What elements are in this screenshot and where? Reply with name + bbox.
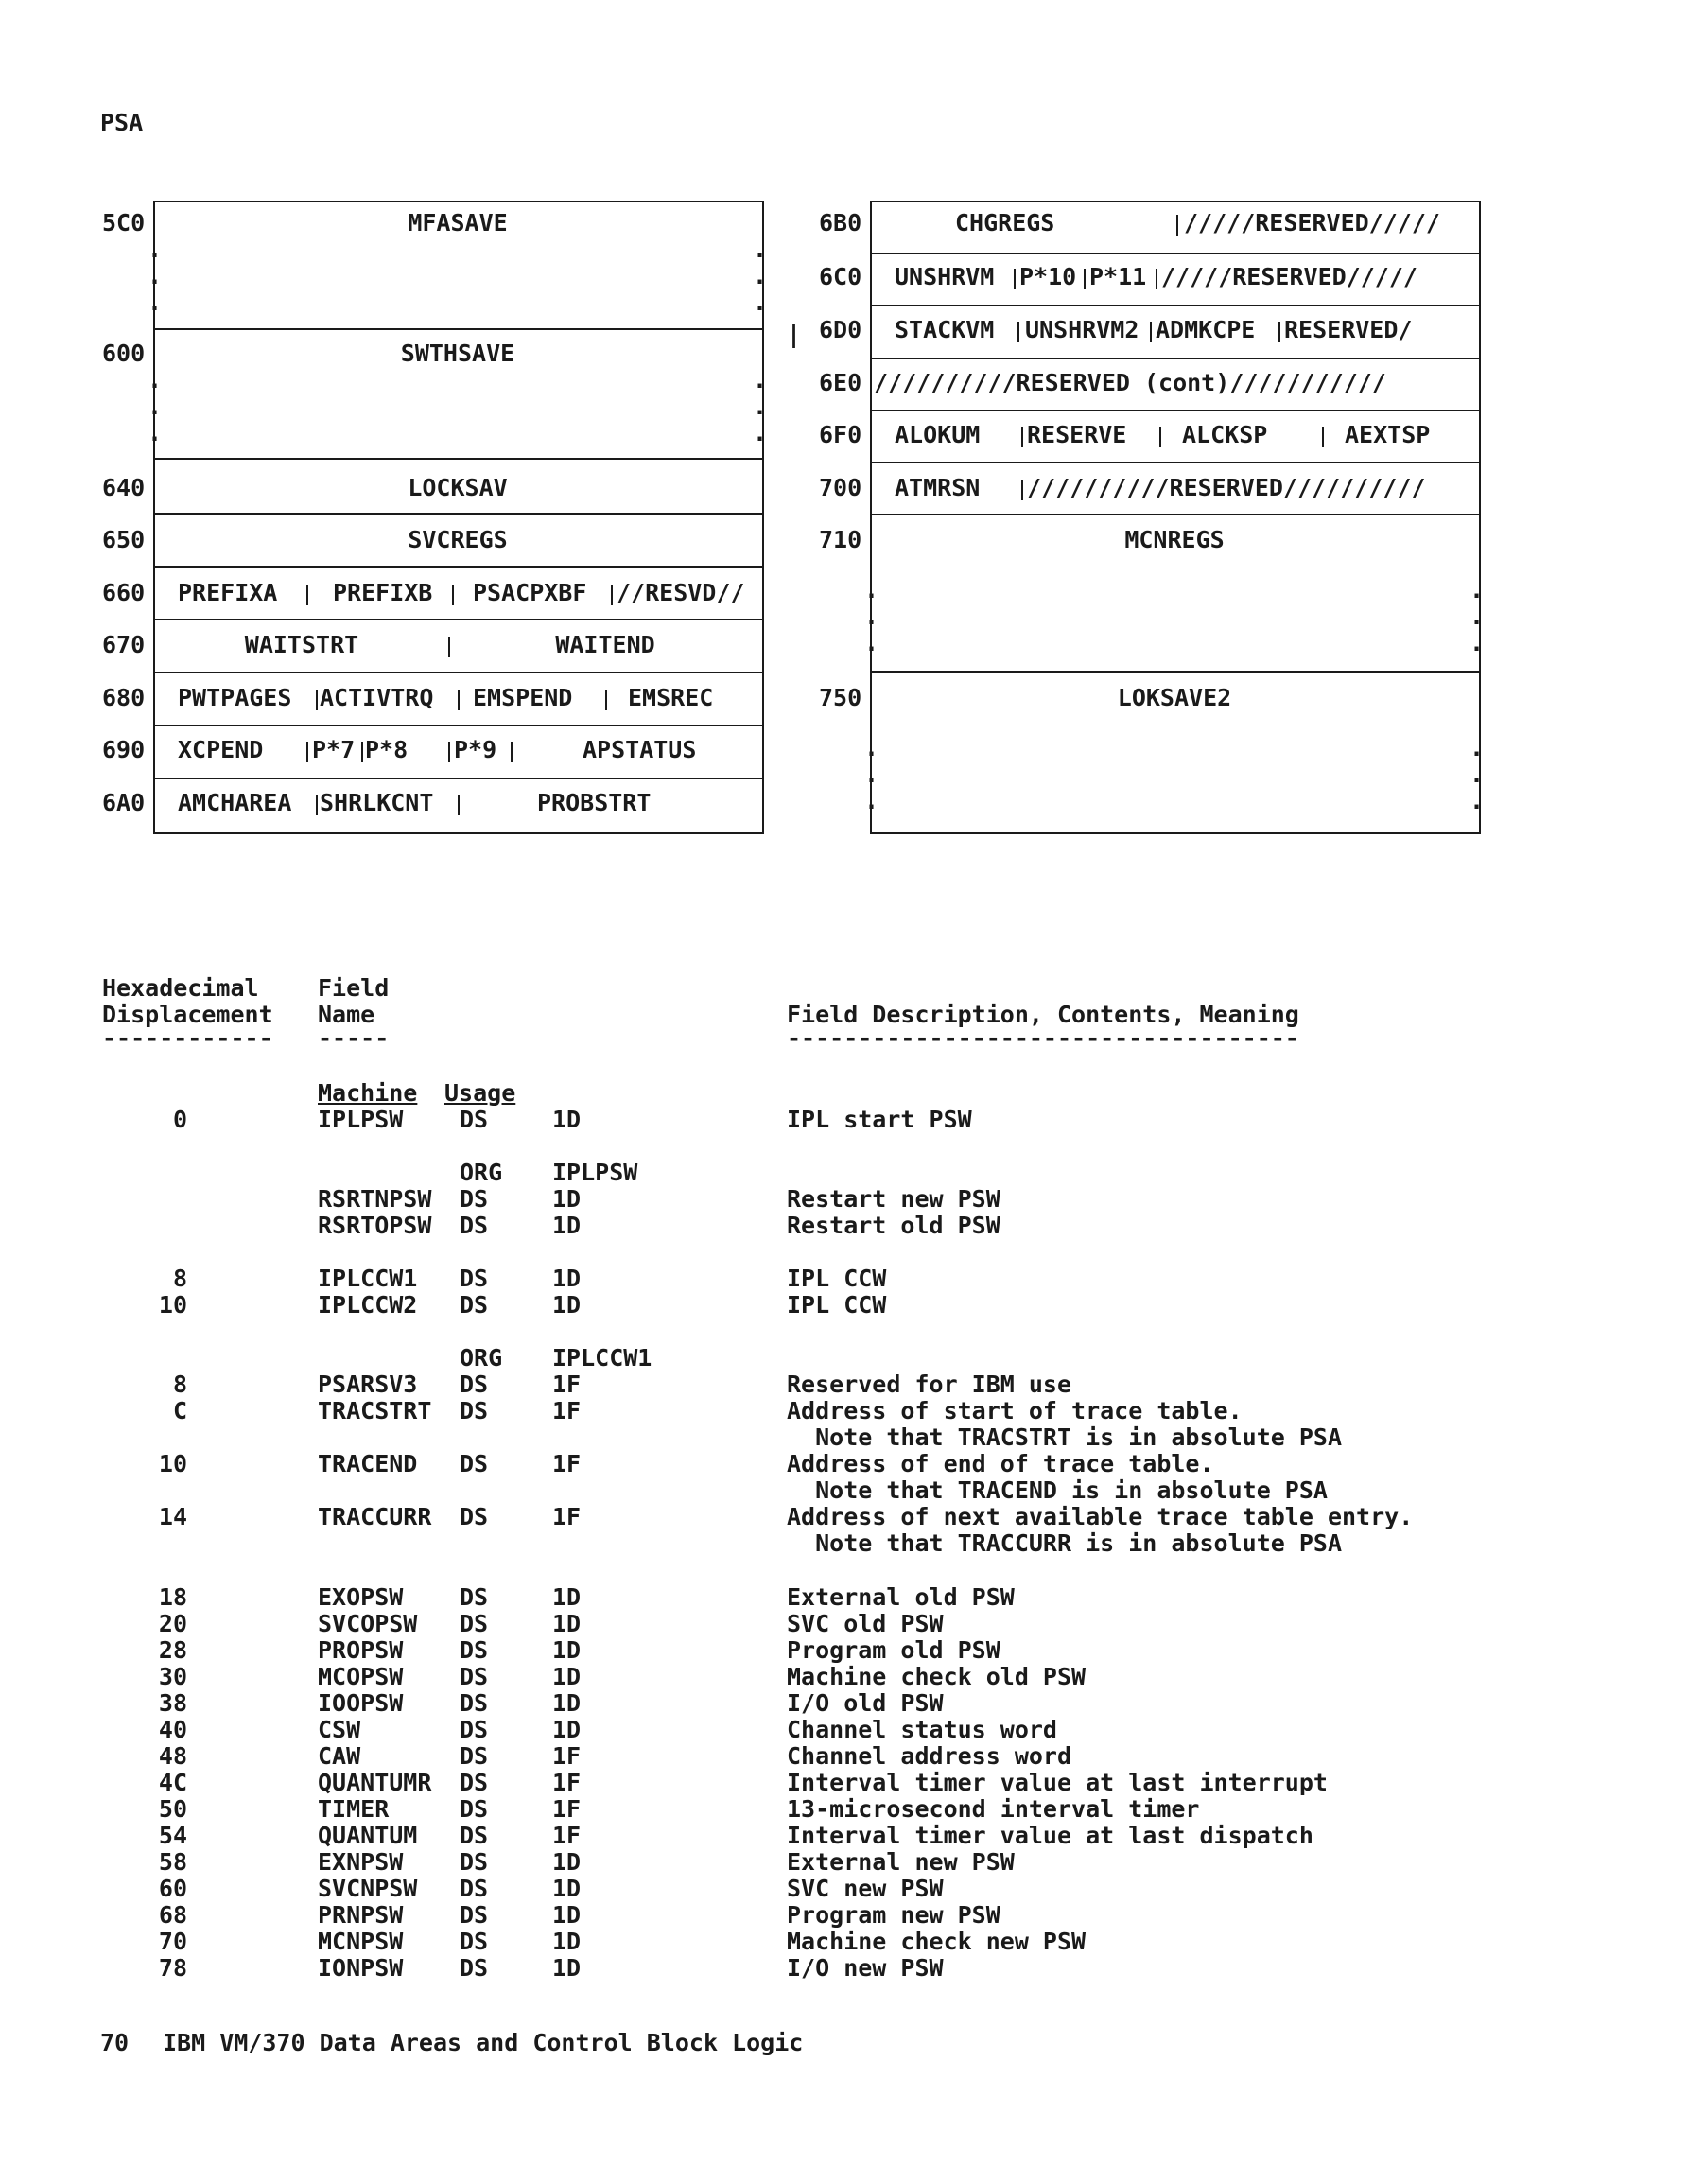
type-cell: DS (460, 1265, 489, 1292)
offset-label: 710 (819, 526, 862, 553)
field-divider (1176, 215, 1178, 236)
description-cell: Program new PSW (787, 1901, 1000, 1929)
field-divider (511, 742, 513, 762)
field-divider (458, 795, 460, 815)
continuation-dots: . . . (1470, 576, 1485, 656)
displacement-cell: 78 (158, 1954, 187, 1982)
displacement-cell: 48 (158, 1742, 187, 1770)
length-cell: 1D (552, 1636, 582, 1664)
field-unshrvm: UNSHRVM (895, 263, 995, 290)
header-description: Field Description, Contents, Meaning (787, 1001, 1299, 1028)
field-prefixb: PREFIXB (333, 579, 433, 606)
field-mfasave: MFASAVE (408, 209, 508, 236)
continuation-dots: . . . (753, 366, 768, 446)
displacement-cell: 8 (172, 1371, 187, 1398)
field-waitstrt: WAITSTRT (244, 631, 359, 658)
field-divider (306, 742, 308, 762)
length-cell: 1F (552, 1503, 582, 1530)
length-cell: 1D (552, 1291, 582, 1319)
field-name-cell: PROPSW (318, 1636, 404, 1664)
description-cell: Note that TRACEND is in absolute PSA (787, 1476, 1328, 1504)
field-divider (448, 742, 450, 762)
continuation-dots: . . . (1470, 734, 1485, 814)
length-cell: 1D (552, 1716, 582, 1743)
length-cell: 1D (552, 1212, 582, 1239)
field-reserved: RESERVED/ (1284, 316, 1413, 343)
field-name-cell: SVCOPSW (318, 1610, 418, 1637)
description-cell: SVC new PSW (787, 1875, 944, 1902)
field-name-cell: EXOPSW (318, 1583, 404, 1611)
type-cell: DS (460, 1663, 489, 1690)
field-name-cell: TRACSTRT (318, 1397, 432, 1424)
row-separator (870, 462, 1479, 463)
field-name-cell: TRACEND (318, 1450, 418, 1477)
field-name-cell: IOOPSW (318, 1689, 404, 1717)
continuation-dots: . . . (148, 236, 163, 316)
type-cell: DS (460, 1716, 489, 1743)
field-divider (1159, 427, 1161, 447)
field-p8: P*8 (365, 736, 409, 763)
field-divider (458, 690, 460, 710)
field-divider (306, 585, 308, 605)
offset-label: 6F0 (819, 421, 862, 448)
offset-label: 670 (102, 631, 146, 658)
length-cell: 1D (552, 1185, 582, 1213)
type-cell: DS (460, 1742, 489, 1770)
type-cell: DS (460, 1397, 489, 1424)
field-alcksp: ALCKSP (1182, 421, 1268, 448)
description-cell: Restart old PSW (787, 1212, 1000, 1239)
field-p10: P*10 (1019, 263, 1077, 290)
description-cell: Interval timer value at last interrupt (787, 1769, 1328, 1796)
description-cell: Restart new PSW (787, 1185, 1000, 1213)
length-cell: 1D (552, 1689, 582, 1717)
type-cell: DS (460, 1371, 489, 1398)
field-name-cell: MCNPSW (318, 1928, 404, 1955)
displacement-cell: 0 (172, 1106, 187, 1133)
displacement-cell: 4C (158, 1769, 187, 1796)
field-divider (1156, 269, 1157, 289)
offset-label: 6A0 (102, 789, 146, 816)
displacement-cell: 40 (158, 1716, 187, 1743)
length-cell: 1D (552, 1106, 582, 1133)
type-cell: DS (460, 1106, 489, 1133)
description-cell: Interval timer value at last dispatch (787, 1822, 1313, 1849)
field-name-cell: IONPSW (318, 1954, 404, 1982)
offset-label: 6B0 (819, 209, 862, 236)
row-separator (870, 514, 1479, 515)
row-separator (153, 328, 762, 330)
length-cell: 1D (552, 1610, 582, 1637)
offset-label: 6D0 (819, 316, 862, 343)
field-p9: P*9 (454, 736, 497, 763)
field-name-cell: EXNPSW (318, 1848, 404, 1876)
type-cell: DS (460, 1848, 489, 1876)
field-divider (1084, 269, 1086, 289)
field-name-cell: PRNPSW (318, 1901, 404, 1929)
field-divider (605, 690, 607, 710)
offset-label: 690 (102, 736, 146, 763)
field-divider (1021, 480, 1023, 500)
length-cell: 1D (552, 1901, 582, 1929)
description-cell: External new PSW (787, 1848, 1015, 1876)
displacement-cell: 8 (172, 1265, 187, 1292)
row-separator (870, 671, 1479, 673)
field-aextsp: AEXTSP (1345, 421, 1431, 448)
description-cell: Address of end of trace table. (787, 1450, 1214, 1477)
field-mcnregs: MCNREGS (1124, 526, 1225, 553)
field-name-cell: IPLCCW2 (318, 1291, 418, 1319)
field-atmrsn: ATMRSN (895, 474, 981, 501)
type-cell: DS (460, 1610, 489, 1637)
description-cell: IPL CCW (787, 1265, 887, 1292)
field-name-cell: RSRTNPSW (318, 1185, 432, 1213)
type-cell: ORG (460, 1344, 503, 1372)
description-cell: SVC old PSW (787, 1610, 944, 1637)
offset-label: 650 (102, 526, 146, 553)
row-separator (153, 672, 762, 673)
field-divider (452, 585, 454, 605)
offset-label: 660 (102, 579, 146, 606)
length-cell: 1F (552, 1822, 582, 1849)
continuation-dots: . . . (864, 576, 879, 656)
field-reserved: /////RESERVED///// (1161, 263, 1417, 290)
offset-label: 700 (819, 474, 862, 501)
book-title: IBM VM/370 Data Areas and Control Block Logic (163, 2029, 804, 2056)
field-name-cell: CAW (318, 1742, 361, 1770)
row-separator (153, 458, 762, 460)
type-cell: DS (460, 1901, 489, 1929)
field-divider (1150, 322, 1152, 342)
length-cell: 1D (552, 1928, 582, 1955)
displacement-cell: 68 (158, 1901, 187, 1929)
length-cell: IPLPSW (552, 1159, 638, 1186)
row-separator (153, 513, 762, 515)
field-p11: P*11 (1089, 263, 1147, 290)
field-swthsave: SWTHSAVE (400, 340, 515, 367)
header-rule: ------------------------------------ (787, 1024, 1299, 1052)
header-rule: ------------ (102, 1024, 273, 1052)
displacement-cell: 10 (158, 1450, 187, 1477)
field-unshrvm2: UNSHRVM2 (1025, 316, 1139, 343)
description-cell: Address of start of trace table. (787, 1397, 1243, 1424)
field-name-cell: MCOPSW (318, 1663, 404, 1690)
type-cell: DS (460, 1875, 489, 1902)
displacement-cell: 54 (158, 1822, 187, 1849)
type-cell: DS (460, 1822, 489, 1849)
row-separator (870, 305, 1479, 306)
type-cell: DS (460, 1636, 489, 1664)
header-displacement-1: Hexadecimal (102, 974, 259, 1002)
row-separator (870, 253, 1479, 254)
displacement-cell: 20 (158, 1610, 187, 1637)
field-loksave2: LOKSAVE2 (1117, 684, 1232, 711)
field-name-cell: CSW (318, 1716, 361, 1743)
field-name-cell: IPLPSW (318, 1106, 404, 1133)
length-cell: 1F (552, 1450, 582, 1477)
length-cell: 1F (552, 1742, 582, 1770)
length-cell: 1F (552, 1397, 582, 1424)
continuation-dots: . . . (864, 734, 879, 814)
description-cell: I/O new PSW (787, 1954, 944, 1982)
length-cell: 1D (552, 1875, 582, 1902)
field-name-cell: TRACCURR (318, 1503, 432, 1530)
field-psacpxbf: PSACPXBF (473, 579, 587, 606)
field-chgregs: CHGREGS (955, 209, 1055, 236)
type-cell: DS (460, 1185, 489, 1213)
description-cell: Reserved for IBM use (787, 1371, 1072, 1398)
field-reserve: RESERVE (1027, 421, 1127, 448)
type-cell: DS (460, 1450, 489, 1477)
row-separator (153, 778, 762, 779)
continuation-dots: . . . (753, 236, 768, 316)
field-divider (1021, 427, 1023, 447)
field-locksav: LOCKSAV (408, 474, 508, 501)
field-emspend: EMSPEND (473, 684, 573, 711)
header-field-2: Name (318, 1001, 375, 1028)
displacement-cell: C (172, 1397, 187, 1424)
length-cell: IPLCCW1 (552, 1344, 652, 1372)
field-activtrq: ACTIVTRQ (320, 684, 434, 711)
margin-bar: | (787, 321, 802, 348)
displacement-cell: 14 (158, 1503, 187, 1530)
displacement-cell: 70 (158, 1928, 187, 1955)
field-reserved-cont: //////////RESERVED (cont)/////////// (874, 369, 1386, 396)
description-cell: I/O old PSW (787, 1689, 944, 1717)
length-cell: 1F (552, 1769, 582, 1796)
description-cell: Channel status word (787, 1716, 1057, 1743)
displacement-cell: 10 (158, 1291, 187, 1319)
type-cell: DS (460, 1954, 489, 1982)
field-pwtpages: PWTPAGES (178, 684, 292, 711)
field-alokum: ALOKUM (895, 421, 981, 448)
description-cell: Note that TRACCURR is in absolute PSA (787, 1529, 1342, 1557)
row-separator (870, 358, 1479, 359)
running-title: PSA (100, 109, 144, 136)
field-p7: P*7 (312, 736, 356, 763)
displacement-cell: 60 (158, 1875, 187, 1902)
description-cell: IPL start PSW (787, 1106, 972, 1133)
field-probstrt: PROBSTRT (537, 789, 652, 816)
type-cell: DS (460, 1212, 489, 1239)
offset-label: 680 (102, 684, 146, 711)
description-cell: Channel address word (787, 1742, 1072, 1770)
length-cell: 1D (552, 1265, 582, 1292)
header-displacement-2: Displacement (102, 1001, 273, 1028)
length-cell: 1F (552, 1371, 582, 1398)
description-cell: Machine check new PSW (787, 1928, 1087, 1955)
type-cell: DS (460, 1689, 489, 1717)
header-field-1: Field (318, 974, 390, 1002)
offset-label: 5C0 (102, 209, 146, 236)
continuation-dots: . . . (148, 366, 163, 446)
displacement-cell: 58 (158, 1848, 187, 1876)
type-cell: DS (460, 1291, 489, 1319)
field-emsrec: EMSREC (628, 684, 714, 711)
displacement-cell: 38 (158, 1689, 187, 1717)
field-apstatus: APSTATUS (583, 736, 697, 763)
description-cell: Program old PSW (787, 1636, 1000, 1664)
field-prefixa: PREFIXA (178, 579, 278, 606)
section-title: Machine (318, 1079, 418, 1107)
field-amcharea: AMCHAREA (178, 789, 292, 816)
field-name-cell: QUANTUMR (318, 1769, 432, 1796)
description-cell: 13-microsecond interval timer (787, 1795, 1200, 1823)
offset-label: 6E0 (819, 369, 862, 396)
page-number: 70 (100, 2029, 130, 2056)
header-rule: ----- (318, 1024, 390, 1052)
field-xcpend: XCPEND (178, 736, 264, 763)
field-divider (361, 742, 363, 762)
field-name-cell: RSRTOPSW (318, 1212, 432, 1239)
field-admkcpe: ADMKCPE (1156, 316, 1256, 343)
right-block-frame (870, 201, 1481, 834)
displacement-cell: 28 (158, 1636, 187, 1664)
offset-label: 750 (819, 684, 862, 711)
length-cell: 1D (552, 1583, 582, 1611)
description-cell: Note that TRACSTRT is in absolute PSA (787, 1424, 1342, 1451)
row-separator (153, 725, 762, 726)
field-name-cell: QUANTUM (318, 1822, 418, 1849)
field-reserved: /////RESERVED///// (1184, 209, 1440, 236)
field-divider (611, 585, 613, 605)
row-separator (153, 566, 762, 568)
field-resvd: //RESVD// (617, 579, 745, 606)
section-title: Usage (444, 1079, 516, 1107)
description-cell: IPL CCW (787, 1291, 887, 1319)
displacement-cell: 18 (158, 1583, 187, 1611)
field-svcregs: SVCREGS (408, 526, 508, 553)
field-reserved: //////////RESERVED////////// (1027, 474, 1426, 501)
field-divider (316, 690, 318, 710)
length-cell: 1D (552, 1663, 582, 1690)
displacement-cell: 50 (158, 1795, 187, 1823)
row-separator (153, 619, 762, 620)
field-name-cell: PSARSV3 (318, 1371, 418, 1398)
type-cell: DS (460, 1583, 489, 1611)
displacement-cell: 30 (158, 1663, 187, 1690)
length-cell: 1F (552, 1795, 582, 1823)
type-cell: DS (460, 1503, 489, 1530)
field-name-cell: IPLCCW1 (318, 1265, 418, 1292)
field-shrlkcnt: SHRLKCNT (320, 789, 434, 816)
field-divider (1017, 322, 1019, 342)
offset-label: 640 (102, 474, 146, 501)
field-divider (316, 795, 318, 815)
length-cell: 1D (552, 1848, 582, 1876)
row-separator (870, 410, 1479, 411)
field-name-cell: SVCNPSW (318, 1875, 418, 1902)
field-name-cell: TIMER (318, 1795, 390, 1823)
offset-label: 6C0 (819, 263, 862, 290)
field-stackvm: STACKVM (895, 316, 995, 343)
type-cell: DS (460, 1769, 489, 1796)
type-cell: ORG (460, 1159, 503, 1186)
type-cell: DS (460, 1795, 489, 1823)
description-cell: External old PSW (787, 1583, 1015, 1611)
field-divider (1278, 322, 1280, 342)
offset-label: 600 (102, 340, 146, 367)
type-cell: DS (460, 1928, 489, 1955)
field-divider (1322, 427, 1324, 447)
field-divider (1014, 269, 1016, 289)
description-cell: Address of next available trace table entry. (787, 1503, 1414, 1530)
description-cell: Machine check old PSW (787, 1663, 1087, 1690)
field-waitend: WAITEND (555, 631, 655, 658)
length-cell: 1D (552, 1954, 582, 1982)
